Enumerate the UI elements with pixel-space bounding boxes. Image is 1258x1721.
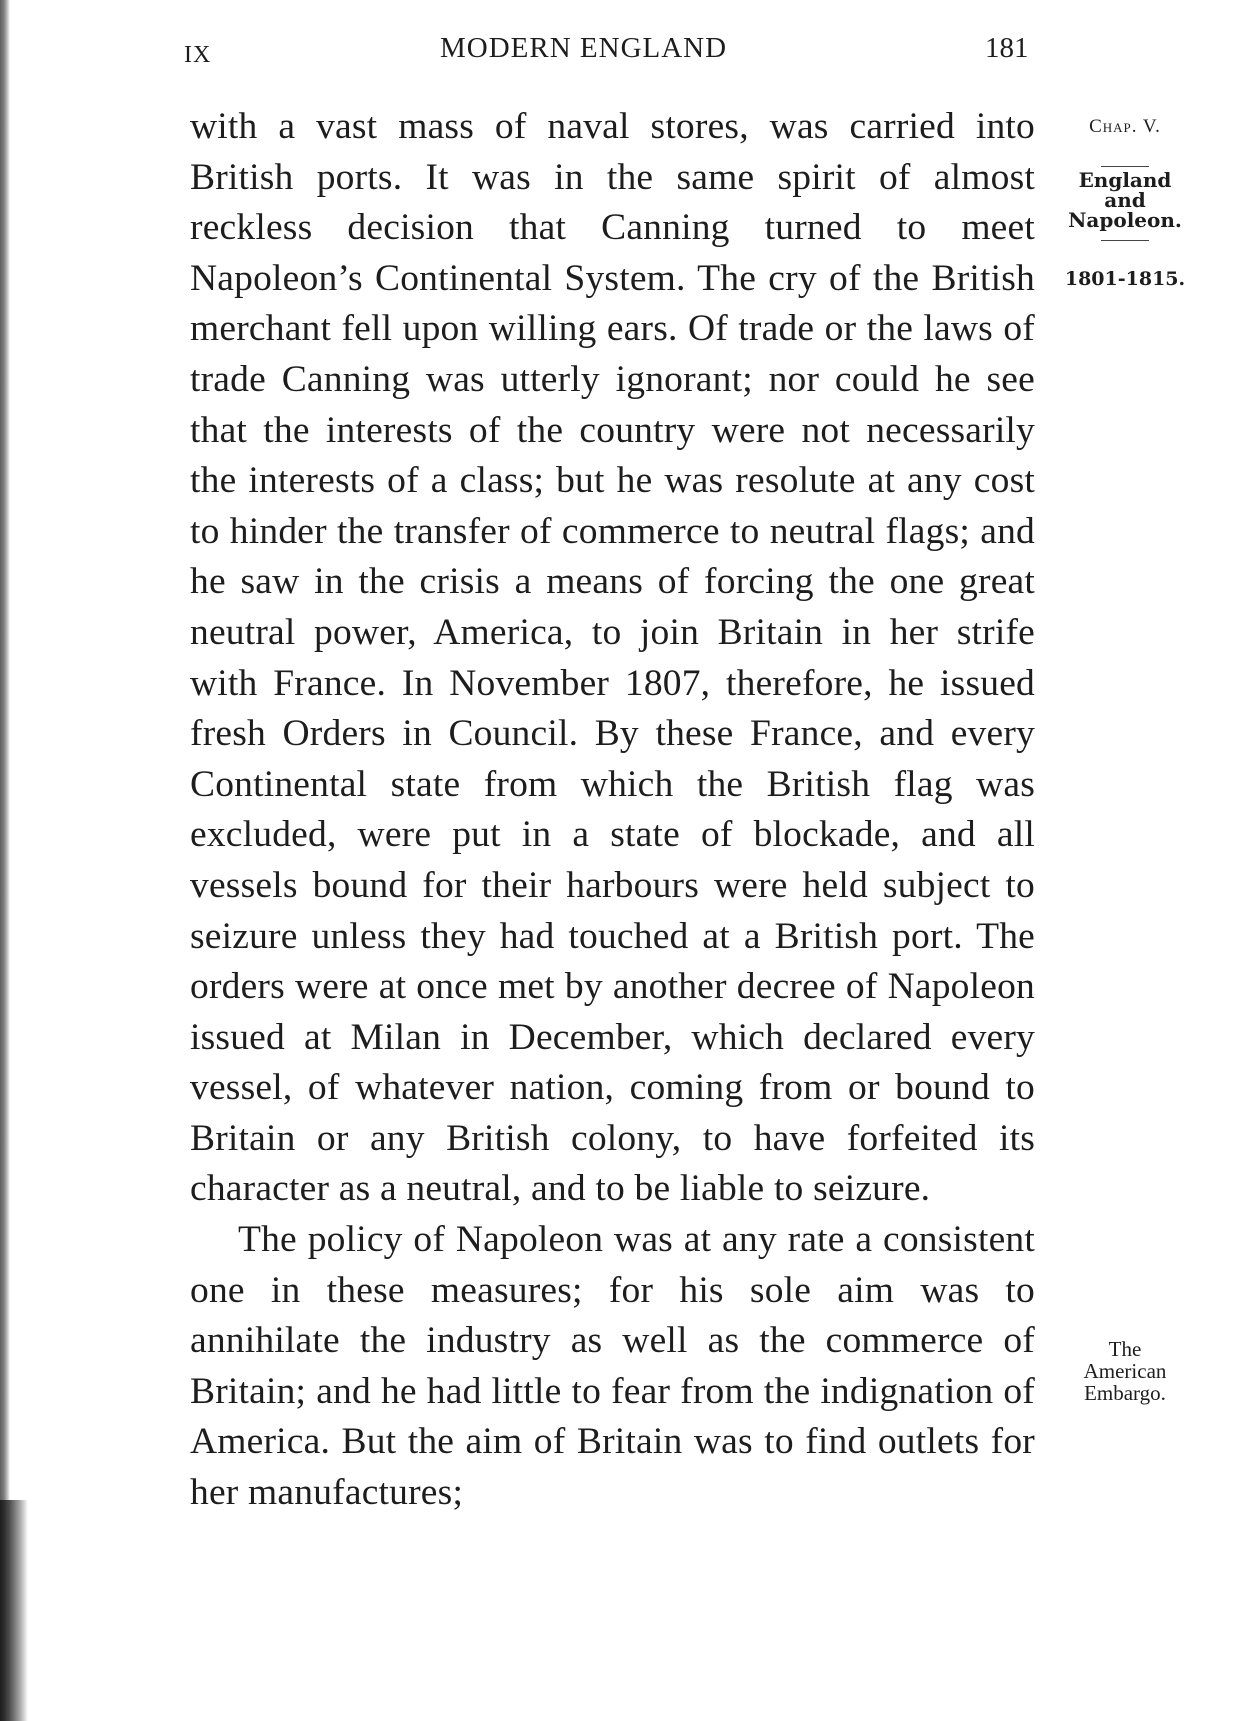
running-head <box>0 30 1258 70</box>
paragraph-2: The policy of Napoleon was at any rate a consistent one in these measures; for his sole aim was to annihilate the industry as well as the commerce of Britain; and he had little to fear from the indignation of America. But the aim of Britain was to find outlets for her manufactures; <box>190 1219 1035 1514</box>
margin-note-chapter <box>1060 116 1190 138</box>
embargo-line-1: The <box>1108 1337 1142 1361</box>
embargo-line-3: Embargo. <box>1084 1381 1166 1405</box>
margin-note-dates <box>1060 268 1190 290</box>
paragraph-1: with a vast mass of naval stores, was carried into British ports. It was in the same spirit of almost reckless decision that Canning turned to meet Napoleon’s Continental System. The cry of the British merchant fell upon willing ears. Of trade or the laws of trade Canning was utterly ignorant; nor could he see that the interests of the country were not necessarily the interests of a class; but he was resolute at any cost to hinder the transfer of commerce to neutral flags; and he saw in the crisis a means of forcing the one great neutral power, America, to join Britain in her strife with France. In November 1807, therefore, he issued fresh Orders in Council. By these France, and every Continental state from which the British flag was excluded, were put in a state of blockade, and all vessels bound for their harbours were held subject to seizure unless they had touched at a British port. The orders were at once met by another decree of Napoleon issued at Milan in December, which declared every vessel, of whatever nation, coming from or bound to Britain or any British colony, to have forfeited its character as a neutral, and to be liable to seizure. <box>190 106 1035 1210</box>
chapter-label: Chap. V. <box>1089 116 1161 137</box>
binding-shadow <box>0 0 10 1721</box>
body-text <box>190 102 1035 1519</box>
chapter-numeral: IX <box>184 42 212 68</box>
book-title: MODERN ENGLAND <box>440 32 728 64</box>
rule-divider <box>1101 166 1149 167</box>
topic-line-1: England <box>1078 168 1172 192</box>
topic-line-2: and <box>1104 188 1146 212</box>
date-range: 1801-1815. <box>1064 268 1186 290</box>
page-number: 181 <box>985 32 1029 64</box>
embargo-line-2: American <box>1083 1359 1167 1383</box>
rule-divider <box>1101 240 1149 241</box>
margin-note-topic <box>1060 166 1190 241</box>
binding-shadow-lower <box>0 1500 28 1721</box>
margin-note-embargo <box>1060 1338 1190 1404</box>
topic-line-3: Napoleon. <box>1068 208 1182 232</box>
